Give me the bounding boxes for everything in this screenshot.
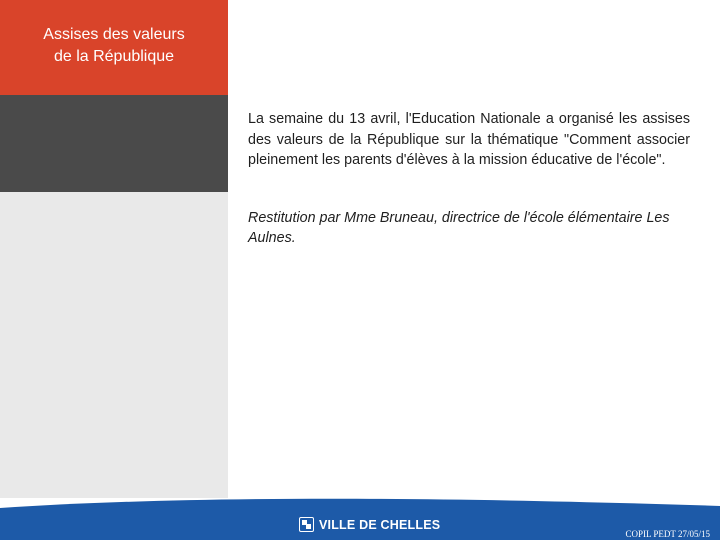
- dark-accent-block: [0, 95, 228, 192]
- slide-content: [248, 109, 690, 249]
- city-logo: [299, 517, 440, 532]
- slide-title-line-1: Assises des valeurs: [43, 25, 185, 43]
- footer-reference: COPIL PEDT 27/05/15: [625, 529, 710, 539]
- title-block: [0, 0, 228, 95]
- credit-paragraph: Restitution par Mme Bruneau, directrice de l'école élémentaire Les Aulnes.: [248, 209, 670, 246]
- slide-title-line-2: de la République: [53, 47, 175, 65]
- city-logo-icon: [299, 517, 314, 532]
- body-paragraph: La semaine du 13 avril, l'Education Nationale a organisé les assises des valeurs de la République sur la thématique "Comment associer pleinement les parents d'élèves à la mission éducative de l'école".: [248, 111, 690, 168]
- city-logo-text: VILLE DE CHELLES: [319, 517, 441, 532]
